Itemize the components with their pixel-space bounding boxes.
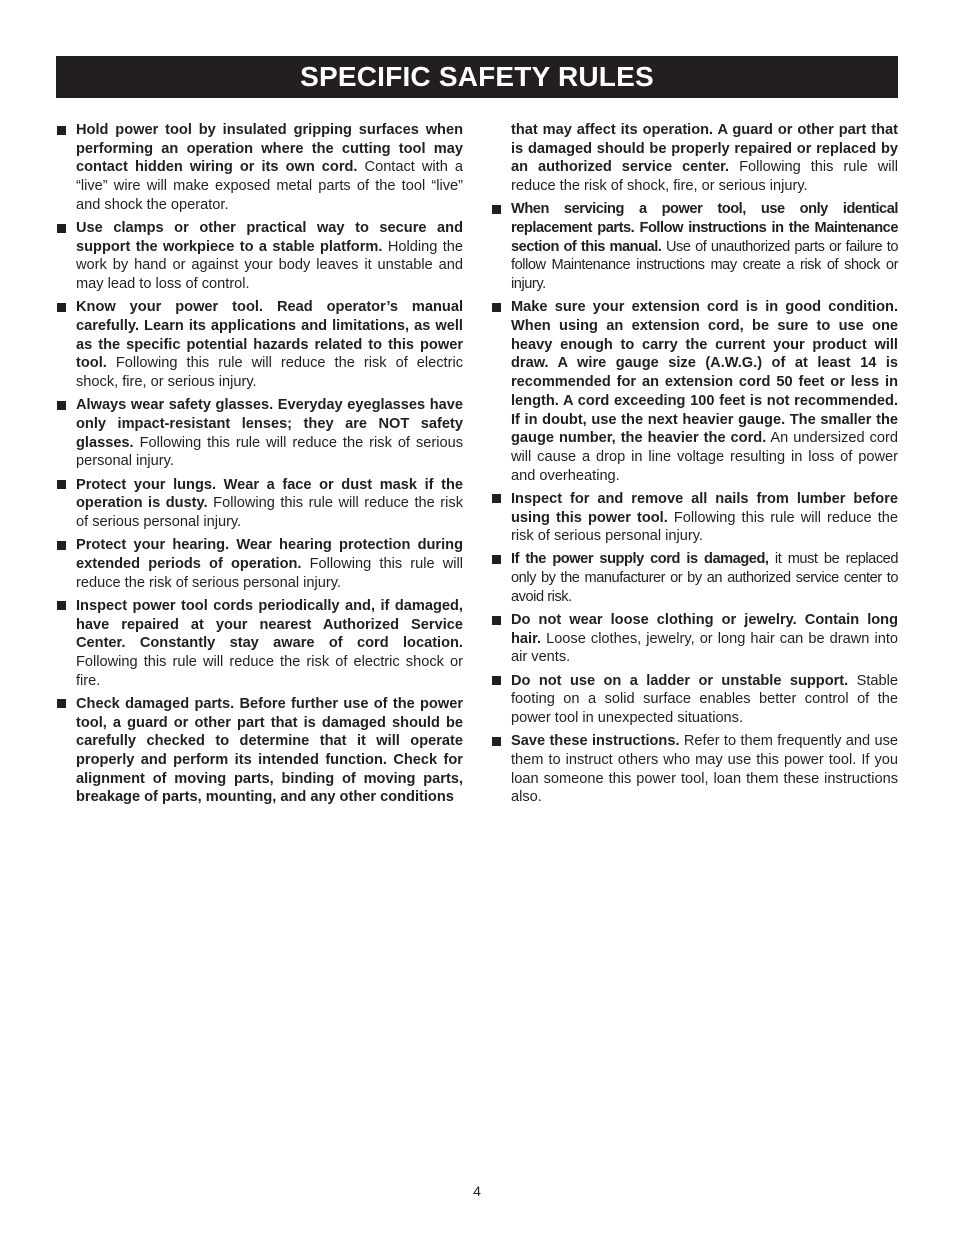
square-bullet-icon: [57, 480, 66, 489]
rule-item: [76, 298, 463, 392]
rule-item: [76, 695, 463, 807]
square-bullet-icon: [57, 699, 66, 708]
right-column: [511, 121, 898, 812]
rule-continuation: [511, 121, 898, 196]
square-bullet-icon: [57, 224, 66, 233]
rule-heading: Do not use on a ladder or unstable support.: [511, 672, 849, 689]
rule-heading: Protect your hearing. Wear hearing protection during extended periods of operation.: [76, 537, 463, 572]
rule-heading: Hold power tool by insulated gripping surfaces when performing an operation where the cutting tool may contact hidden wiring or its own cord.: [76, 122, 463, 176]
rule-text: Stable footing on a solid surface enables better control of the power tool in unexpected situations.: [511, 672, 899, 727]
rule-text: Following this rule will reduce the risk of serious personal injury.: [76, 434, 463, 470]
rule-heading: Always wear safety glasses. Everyday eyeglasses have only impact-resistant lenses; they are NOT safety glasses.: [76, 397, 463, 451]
square-bullet-icon: [492, 494, 501, 503]
rule-text: Following this rule will reduce the risk of serious personal injury.: [76, 495, 463, 531]
rule-item: [76, 476, 463, 532]
square-bullet-icon: [57, 303, 66, 312]
rule-heading: Use clamps or other practical way to secure and support the workpiece to a stable platform.: [76, 220, 463, 255]
rule-text: Following this rule will reduce the risk of serious personal injury.: [76, 555, 463, 591]
rule-heading: If the power supply cord is damaged,: [511, 551, 769, 568]
rule-heading: Know your power tool. Read operator’s manual carefully. Learn its applications and limitations, as well as the specific potential hazards related to this power tool.: [76, 299, 463, 372]
rule-text: Following this rule will reduce the risk of electric shock, fire, or serious injury.: [76, 355, 463, 391]
page-number: 4: [473, 1183, 481, 1199]
page-title: SPECIFIC SAFETY RULES: [300, 61, 654, 92]
square-bullet-icon: [492, 205, 501, 214]
left-column: [76, 121, 463, 812]
rule-text: Following this rule will reduce the risk of shock, fire, or serious injury.: [511, 159, 898, 195]
square-bullet-icon: [57, 126, 66, 135]
square-bullet-icon: [57, 601, 66, 610]
rule-text: An undersized cord will cause a drop in line voltage resulting in loss of power and overheating.: [511, 430, 898, 484]
rule-item: [76, 536, 463, 592]
rule-item: [511, 200, 898, 294]
rule-text: Following this rule will reduce the risk of electric shock or fire.: [76, 653, 463, 689]
rule-text: Loose clothes, jewelry, or long hair can be drawn into air vents.: [511, 630, 898, 666]
rule-item: [76, 396, 463, 471]
rule-item: [511, 611, 898, 667]
rule-heading: Check damaged parts. Before further use of the power tool, a guard or other part that is damaged should be carefully checked to determine that it will operate properly and perform its intended function. Check for alignment of moving parts, binding of moving parts, breakage of parts, mounting, and any other conditions: [76, 695, 463, 806]
rule-text: Following this rule will reduce the risk of serious personal injury.: [511, 509, 898, 545]
rule-item: [511, 298, 898, 485]
rule-heading: Inspect for and remove all nails from lumber before using this power tool.: [511, 490, 898, 526]
rule-heading: Make sure your extension cord is in good condition. When using an extension cord, be sure to use one heavy enough to carry the current your product will draw. A wire gauge size (A.W.G.) of at least 14 is recommended for an extension cord 50 feet or less in length. A cord exceeding 100 feet is not recommended. If in doubt, use the next heavier gauge. The smaller the gauge number, the heavier the cord.: [511, 299, 898, 447]
square-bullet-icon: [492, 616, 501, 625]
rule-text: it must be replaced only by the manufacturer or by an authorized service center to avoid risk.: [511, 551, 898, 605]
rule-item: [76, 597, 463, 691]
rule-text: Refer to them frequently and use them to instruct others who may use this power tool. If you loan someone this power tool, loan them these instructions also.: [511, 733, 898, 806]
rule-item: [76, 219, 463, 294]
square-bullet-icon: [492, 676, 501, 685]
rule-heading: Protect your lungs. Wear a face or dust mask if the operation is dusty.: [76, 476, 463, 512]
rule-text: Contact with a “live” wire will make exposed metal parts of the tool “live” and shock the operator.: [76, 159, 463, 213]
square-bullet-icon: [492, 303, 501, 312]
rule-text: Holding the work by hand or against your body leaves it unstable and may lead to loss of control.: [76, 238, 463, 293]
rule-item: [511, 550, 898, 606]
rule-item: [76, 121, 463, 215]
square-bullet-icon: [492, 555, 501, 564]
rule-heading: Do not wear loose clothing or jewelry. Contain long hair.: [511, 612, 898, 647]
square-bullet-icon: [57, 541, 66, 550]
rule-text: Use of unauthorized parts or failure to follow Maintenance instructions may create a risk of shock or injury.: [511, 238, 898, 293]
rule-heading: When servicing a power tool, use only identical replacement parts. Follow instructions in the Maintenance section of this manual.: [511, 201, 898, 255]
page-title-banner: [56, 56, 898, 98]
square-bullet-icon: [492, 737, 501, 746]
rule-heading: Save these instructions.: [511, 733, 680, 750]
rule-item: [511, 490, 898, 546]
rule-item: [511, 672, 898, 728]
rule-item: [511, 732, 898, 807]
rule-heading: Inspect power tool cords periodically and, if damaged, have repaired at your nearest Authorized Service Center. Constantly stay aware of cord location.: [76, 597, 463, 652]
rule-heading: that may affect its operation. A guard or other part that is damaged should be properly repaired or replaced by an authorized service center.: [511, 122, 898, 176]
square-bullet-icon: [57, 401, 66, 410]
